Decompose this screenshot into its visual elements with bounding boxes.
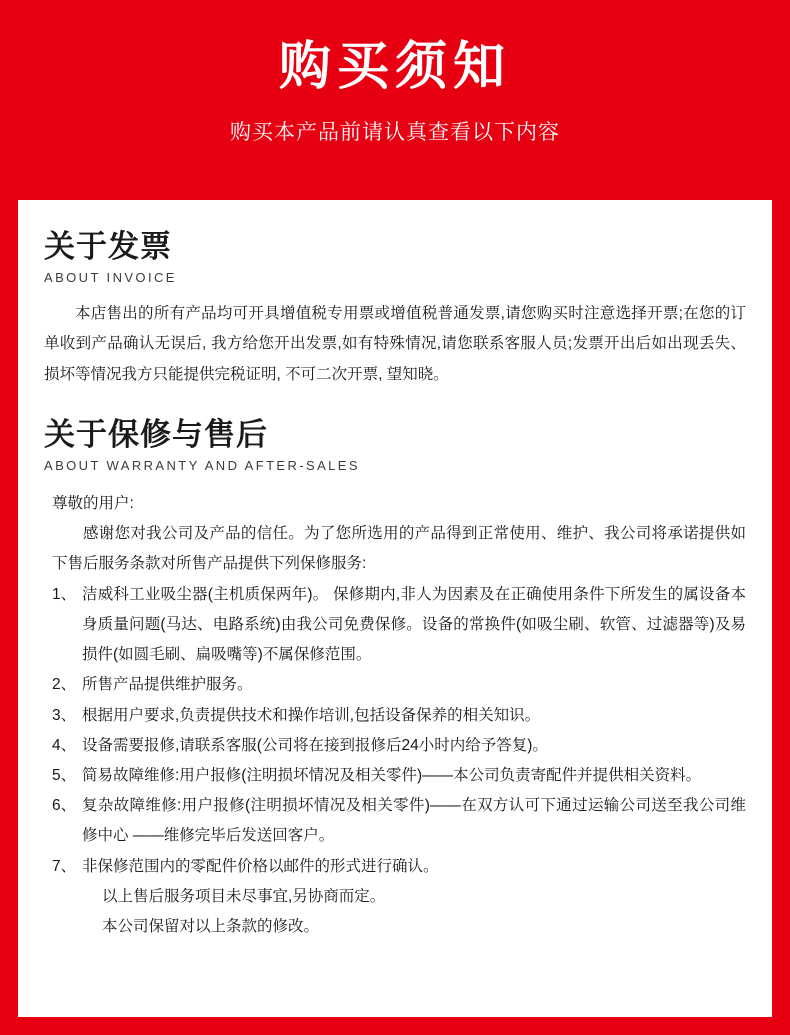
warranty-closing-line-1: 以上售后服务项目未尽事宜,另协商而定。 <box>102 887 386 905</box>
warranty-intro: 感谢您对我公司及产品的信任。为了您所选用的产品得到正常使用、维护、我公司将承诺提供如下售后服务条款对所售产品提供下列保修服务: <box>52 525 746 573</box>
list-item-text: 简易故障维修:用户报修(注明损坏情况及相关零件)——本公司负责寄配件并提供相关资料。 <box>82 767 702 784</box>
list-item <box>44 701 746 731</box>
list-item-text: 根据用户要求,负责提供技术和操作培训,包括设备保养的相关知识。 <box>82 706 541 724</box>
warranty-section <box>44 416 746 942</box>
list-item-number: 2、 <box>52 676 77 694</box>
list-item-text: 洁威科工业吸尘器(主机质保两年)。 保修期内,非人为因素及在正确使用条件下所发生的属设备本身质量问题(马达、电路系统)由我公司免费保修。设备的常换件(如吸尘刷、软管、过滤器等)及易损件(如圆毛刷、扁吸嘴等)不属保修范围。 <box>82 585 746 664</box>
invoice-heading: 关于发票 <box>44 229 172 264</box>
list-item <box>44 791 746 851</box>
list-item <box>44 731 746 761</box>
warranty-heading: 关于保修与售后 <box>44 416 268 452</box>
warranty-greeting: 尊敬的用户: <box>52 495 134 513</box>
warranty-subheading: ABOUT WARRANTY AND AFTER-SALES <box>44 458 360 474</box>
page-subtitle: 购买本产品前请认真查看以下内容 <box>230 120 560 144</box>
list-item <box>44 852 746 882</box>
list-item-number: 7、 <box>52 857 77 875</box>
list-item-number: 1、 <box>52 585 77 603</box>
list-item <box>44 761 746 791</box>
list-item-text: 所售产品提供维护服务。 <box>82 676 253 694</box>
list-item-text: 非保修范围内的零配件价格以邮件的形式进行确认。 <box>82 857 439 875</box>
page-title: 购买须知 <box>278 38 511 96</box>
list-item <box>44 670 746 700</box>
page-header <box>0 0 790 146</box>
list-item <box>44 580 746 671</box>
invoice-paragraph: 本店售出的所有产品均可开具增值税专用票或增值税普通发票,请您购买时注意选择开票;在您的订单收到产品确认无误后, 我方给您开出发票,如有特殊情况,请您联系客服人员;发票开出后如出现丢失、损坏等情况我方只能提供完税证明, 不可二次开票, 望知晓。 <box>44 305 746 383</box>
list-item-text: 复杂故障维修:用户报修(注明损坏情况及相关零件)——在双方认可下通过运输公司送至我公司维修中心 ——维修完毕后发送回客户。 <box>82 797 746 845</box>
list-item-number: 5、 <box>52 767 77 784</box>
invoice-section <box>44 228 746 390</box>
list-item-number: 3、 <box>52 706 77 724</box>
content-card <box>18 200 772 1017</box>
list-item-number: 4、 <box>52 736 77 754</box>
warranty-terms-list <box>44 580 746 882</box>
invoice-subheading: ABOUT INVOICE <box>44 270 177 286</box>
list-item-text: 设备需要报修,请联系客服(公司将在接到报修后24小时内给予答复)。 <box>82 736 548 754</box>
list-item-number: 6、 <box>52 797 77 815</box>
warranty-closing-line-2: 本公司保留对以上条款的修改。 <box>102 918 320 936</box>
